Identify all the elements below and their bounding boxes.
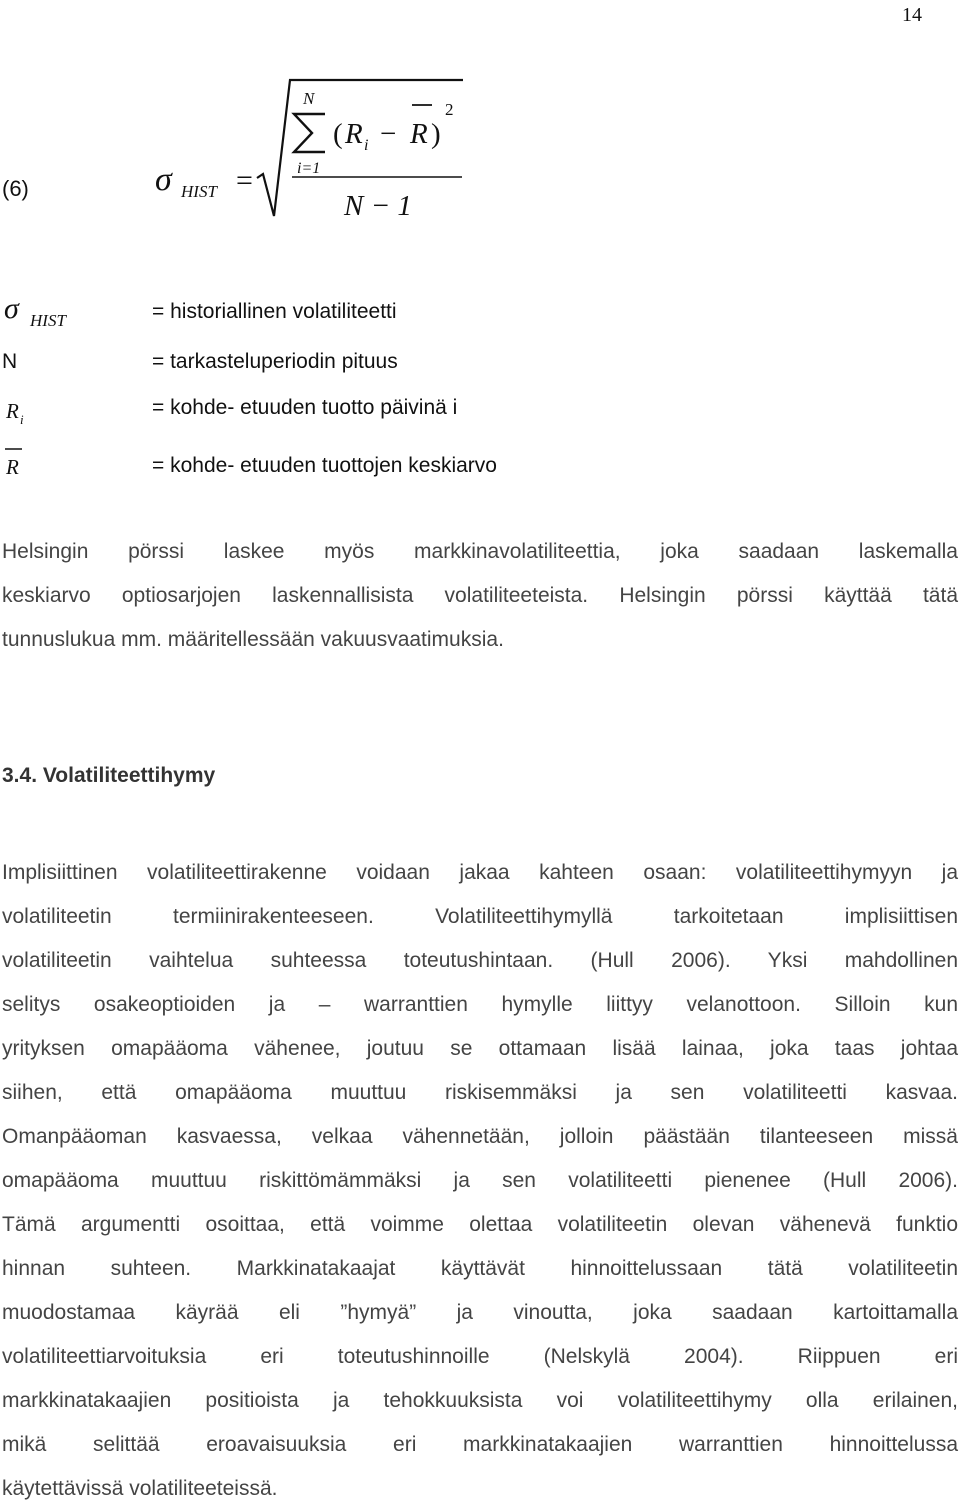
eq-minus: −	[380, 118, 397, 150]
eq-sigma: σ	[155, 161, 172, 198]
paragraph-line: omapääoma muuttuu riskittömämmäksi ja sen volatiliteetti pienenee (Hull 2006).	[2, 1169, 958, 1192]
paragraph-line: Tämä argumentti osoittaa, että voimme olettaa volatiliteetin olevan vähenevä funktio	[2, 1213, 958, 1236]
paragraph-line: siihen, että omapääoma muuttuu riskisemmäksi ja sen volatiliteetti kasvaa.	[2, 1081, 958, 1104]
eq-Rbar: R	[410, 118, 428, 150]
definition-symbol: N	[2, 350, 18, 373]
paragraph-volatility-smile	[2, 851, 958, 1511]
paragraph-line: volatiliteetin termiinirakenteeseen. Volatiliteettihymyllä tarkoitetaan implisiittisen	[2, 905, 958, 928]
paragraph-line: yrityksen omapääoma vähenee, joutuu se ottamaan lisää lainaa, joka taas johtaa	[2, 1037, 958, 1060]
eq-sum-lower: i=1	[297, 160, 321, 177]
eq-denominator: N − 1	[344, 190, 412, 222]
paragraph-line: Omanpääoman kasvaessa, velkaa vähennetään, jolloin päästään tilanteeseen missä	[2, 1125, 958, 1148]
paragraph-line: volatiliteettiarvoituksia eri toteutushinnoille (Nelskylä 2004). Riippuen eri	[2, 1345, 958, 1368]
def-R-subscript: i	[20, 412, 24, 427]
eq-sum-upper: N	[303, 89, 315, 108]
def-Rbar: R	[6, 455, 19, 479]
def-sigma-subscript: HIST	[30, 311, 66, 330]
eq-equals: =	[236, 164, 253, 197]
eq-Ri-subscript: i	[364, 137, 369, 154]
definition-text: = historiallinen volatiliteetti	[152, 300, 397, 323]
paragraph-line: volatiliteetin vaihtelua suhteessa toteutushintaan. (Hull 2006). Yksi mahdollinen	[2, 949, 958, 972]
definition-ri	[0, 394, 960, 434]
paragraph-line: selitys osakeoptioiden ja – warranttien hymylle liittyy velanottoon. Silloin kun	[2, 993, 958, 1016]
paragraph-line: markkinatakaajien positioista ja tehokkuuksista voi volatiliteettihymy olla erilainen,	[2, 1389, 958, 1412]
paragraph-line: Helsingin pörssi laskee myös markkinavolatiliteettia, joka saadaan laskemalla	[2, 540, 958, 563]
definition-text: = tarkasteluperiodin pituus	[152, 350, 398, 373]
definition-text: = kohde- etuuden tuottojen keskiarvo	[152, 454, 497, 477]
def-sigma: σ	[4, 292, 19, 325]
definition-r-bar	[0, 444, 960, 484]
paragraph-line: muodostamaa käyrää eli ”hymyä” ja vinoutta, joka saadaan kartoittamalla	[2, 1301, 958, 1324]
page-number: 14	[902, 4, 922, 26]
eq-sigma-subscript: HIST	[181, 182, 217, 201]
definition-sigma-hist	[0, 290, 960, 330]
section-heading: 3.4. Volatiliteettihymy	[2, 764, 216, 787]
paragraph-line: Implisiittinen volatiliteettirakenne voidaan jakaa kahteen osaan: volatiliteettihymyyn ja	[2, 861, 958, 884]
equation-label: (6)	[2, 176, 29, 201]
definition-symbol	[2, 444, 62, 488]
eq-Ri: R	[345, 118, 363, 150]
definition-symbol	[2, 290, 142, 335]
paragraph-line: käytettävissä volatiliteeteissä.	[2, 1477, 278, 1500]
def-R: R	[6, 399, 19, 423]
definition-n	[0, 348, 960, 388]
paragraph-market-volatility	[2, 530, 958, 662]
equation-formula	[0, 70, 480, 230]
definition-symbol	[2, 394, 62, 434]
eq-close-paren: )	[431, 118, 441, 150]
eq-sum-symbol	[294, 114, 325, 152]
eq-open-paren: (	[333, 118, 343, 150]
paragraph-line: tunnuslukua mm. määritellessään vakuusvaatimuksia.	[2, 628, 504, 651]
definition-text: = kohde- etuuden tuotto päivinä i	[152, 396, 458, 419]
paragraph-line: keskiarvo optiosarjojen laskennallisista volatiliteeteista. Helsingin pörssi käyttää tätä	[2, 584, 958, 607]
eq-power: 2	[445, 100, 454, 119]
paragraph-line: hinnan suhteen. Markkinatakaajat käyttävät hinnoittelussaan tätä volatiliteetin	[2, 1257, 958, 1280]
paragraph-line: mikä selittää eroavaisuuksia eri markkinatakaajien warranttien hinnoittelussa	[2, 1433, 958, 1456]
